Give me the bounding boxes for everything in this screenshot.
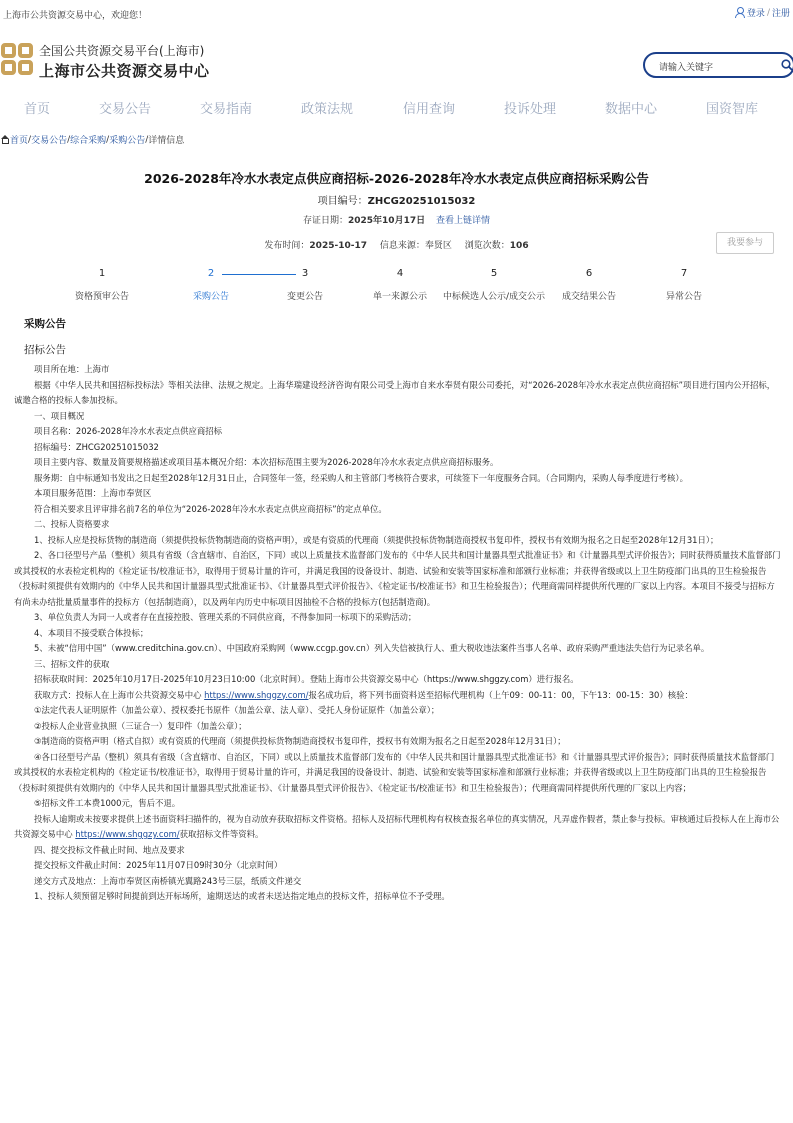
paragraph: ①法定代表人证明原件（加盖公章）、授权委托书原件（加盖公章、法人章）、受托人身份证原件（加盖公章）； bbox=[34, 705, 440, 715]
paragraph: 四、提交投标文件截止时间、地点及要求 bbox=[34, 844, 185, 855]
evidence-date bbox=[0, 213, 793, 226]
step-label: 异常公告 bbox=[665, 292, 702, 302]
logo-title-platform: 全国公共资源交易平台(上海市) bbox=[39, 44, 205, 58]
published-label: 发布时间： bbox=[264, 241, 310, 251]
views-label: 浏览次数： bbox=[464, 241, 510, 251]
paragraph: 招标获取时间：2025年10月17日-2025年10月23日10:00（北京时间）。登陆上海市公共资源交易中心（https://www.shggzy.com）进行报名。 bbox=[34, 674, 579, 684]
breadcrumb-separator: / bbox=[28, 134, 32, 145]
notice-steps bbox=[0, 268, 793, 318]
notice-body bbox=[14, 362, 782, 905]
project-number-value: ZHCG20251015032 bbox=[367, 196, 476, 207]
shggzy-link[interactable]: https://www.shggzy.com/ bbox=[75, 829, 180, 839]
breadcrumb-procurement[interactable]: 综合采购 bbox=[70, 136, 107, 146]
top-bar bbox=[0, 0, 793, 26]
paragraph: ④各口径型号产品（整机）须具有省级（含直辖市、自治区，下同）或以上质量技术监督部门发布的《中华人民共和国计量器具型式批准证书》和《计量器具型式评价报告》；同时获得质量技术监督部门或其授权的水表检定机构的《检定证书/校准证书》，取得用于贸易计量的许可，并满足我国的设备设计、制造、试验和安装等国家标准和部颁行业标准；并获得省级或以上卫生防疫部门出具的卫生检验报告（投标时须提供有效期内的《中华人民共和国计量器具型式批准证书》、《计量器具型式评价报告》、《检定证书/校准证书》和卫生检验报告）；代理商需同样提供所代理的厂家以上内容； bbox=[14, 751, 775, 793]
login-link[interactable]: 登录 bbox=[746, 9, 765, 19]
breadcrumb-detail: 详情信息 bbox=[148, 136, 185, 146]
paragraph: 根据《中华人民共和国招标投标法》等相关法律、法规之规定。上海华瑞建设经济咨询有限公司受上海市自来水奉贤有限公司委托，对“2026-2028年冷水水表定点供应商招标”项目进行国内公开招标，诚邀合格的投标人参加投标。 bbox=[14, 379, 776, 405]
search-icon[interactable] bbox=[781, 59, 793, 71]
step-label: 单一来源公示 bbox=[372, 292, 427, 302]
paragraph: 三、招标文件的获取 bbox=[34, 658, 110, 669]
paragraph: 符合相关要求且评审排名前7名的单位为“2026-2028年冷水水表定点供应商招标”的定点单位。 bbox=[34, 503, 387, 514]
step-label: 成交结果公告 bbox=[561, 292, 616, 302]
evidence-date-value: 2025年10月17日 bbox=[348, 216, 426, 226]
section-heading: 采购公告 bbox=[24, 318, 66, 330]
step-number: 7 bbox=[680, 268, 688, 279]
text: 获取方式：投标人在上海市公共资源交易中心 bbox=[34, 689, 205, 700]
step-result-notice[interactable] bbox=[534, 268, 644, 304]
paragraph: 招标编号：ZHCG20251015032 bbox=[34, 441, 159, 452]
site-header bbox=[0, 36, 793, 86]
paragraph: 1、投标人应是投标货物的制造商（须提供投标货物制造商的资格声明），或是有资质的代理商（须提供投标货物制造商授权书复印件，授权书有效期为报名之日起至2028年12月31日）； bbox=[34, 534, 719, 545]
text: 获取招标文件等资料。 bbox=[179, 829, 264, 839]
paragraph: 二、投标人资格要求 bbox=[34, 519, 110, 529]
step-prequalification[interactable] bbox=[47, 268, 157, 304]
nav-item-data-center[interactable]: 数据中心 bbox=[605, 102, 658, 117]
nav-item-credit[interactable]: 信用查询 bbox=[403, 102, 456, 117]
step-label: 采购公告 bbox=[192, 292, 229, 302]
paragraph: ⑤招标文件工本费1000元，售后不退。 bbox=[34, 798, 181, 808]
notice-meta bbox=[0, 238, 793, 251]
shggzy-link[interactable]: https://www.shggzy.com/ bbox=[204, 689, 309, 700]
step-number: 1 bbox=[98, 268, 106, 279]
nav-item-trade-guide[interactable]: 交易指南 bbox=[200, 102, 253, 117]
notice-title: 2026-2028年冷水水表定点供应商招标-2026-2028年冷水水表定点供应商招标采购公告 bbox=[144, 171, 649, 186]
paragraph: 1、投标人须预留足够时间提前到达开标场所，逾期送达的或者未送达指定地点的投标文件，招标单位不予受理。 bbox=[34, 891, 450, 901]
project-number bbox=[0, 192, 793, 207]
step-label: 变更公告 bbox=[286, 292, 323, 302]
paragraph: 3、单位负责人为同一人或者存在直接控股、管理关系的不同供应商，不得参加同一标项下的采购活动； bbox=[34, 612, 417, 622]
paragraph: 服务期：自中标通知书发出之日起至2028年12月31日止，合同签年一签，经采购人和主管部门考核符合要求，可续签下一年度服务合同。（合同期内，采购人每季度进行考核）。 bbox=[34, 472, 688, 483]
breadcrumb-purchase-notice[interactable]: 采购公告 bbox=[109, 136, 146, 146]
text: 投标人逾期或未按要求提供上述书面资料扫描件的，视为自动放弃获取招标文件资格。招标人及招标代理机构有权核查报名单位的真实情况，凡弄虚作假者，禁止参与投标。审核通过后投标人在上海市公共资源交易中心 bbox=[14, 813, 780, 839]
logo-title-center: 上海市公共资源交易中心 bbox=[39, 62, 210, 80]
user-link-separator: / bbox=[766, 7, 770, 18]
paragraph: 递交方式及地点：上海市奉贤区南桥镇光翼路243号三层，纸质文件递交 bbox=[34, 875, 302, 886]
paragraph: ③制造商的资格声明（格式自拟）或有资质的代理商（须提供投标货物制造商授权书复印件，授权书有效期为报名之日起至2028年12月31日）； bbox=[34, 736, 566, 746]
user-icon bbox=[735, 7, 745, 18]
breadcrumb-trade-notice[interactable]: 交易公告 bbox=[31, 136, 68, 146]
step-number: 5 bbox=[490, 268, 498, 279]
chain-detail-link[interactable]: 查看上链详情 bbox=[435, 216, 490, 226]
paragraph: ②投标人企业营业执照（三证合一）复印件（加盖公章）； bbox=[34, 720, 247, 731]
breadcrumb-separator: / bbox=[67, 134, 71, 145]
breadcrumb-separator: / bbox=[145, 134, 149, 145]
step-number: 2 bbox=[207, 268, 215, 279]
paragraph: 4、本项目不接受联合体投标； bbox=[34, 627, 149, 638]
text: 报名成功后，将下列书面资料送至招标代理机构（上午09：00-11：00，下午13：00-15：30）核验： bbox=[308, 689, 693, 700]
paragraph: 项目主要内容、数量及简要规格描述或项目基本概况介绍：本次招标范围主要为2026-2028年冷水水表定点供应商招标服务。 bbox=[34, 457, 499, 467]
step-label: 资格预审公告 bbox=[74, 292, 129, 302]
join-button[interactable]: 我要参与 bbox=[716, 232, 774, 254]
paragraph: 本项目服务范围：上海市奉贤区 bbox=[34, 488, 152, 498]
step-exception-notice[interactable] bbox=[629, 268, 739, 304]
paragraph: 提交投标文件截止时间：2025年11月07日09时30分（北京时间） bbox=[34, 860, 283, 870]
paragraph: 项目名称：2026-2028年冷水水表定点供应商招标 bbox=[34, 426, 223, 436]
views-value: 106 bbox=[509, 241, 529, 251]
step-number: 3 bbox=[301, 268, 309, 279]
register-link[interactable]: 注册 bbox=[771, 9, 790, 19]
search-input[interactable]: 请输入关键字 bbox=[659, 63, 714, 73]
breadcrumb bbox=[0, 133, 184, 146]
home-icon[interactable] bbox=[0, 135, 9, 144]
nav-item-policy[interactable]: 政策法规 bbox=[301, 102, 354, 117]
user-links bbox=[735, 6, 790, 19]
source-label: 信息来源： bbox=[379, 241, 425, 251]
nav-item-think-tank[interactable]: 国资智库 bbox=[706, 102, 759, 117]
paragraph: 项目所在地：上海市 bbox=[34, 364, 110, 374]
breadcrumb-separator: / bbox=[106, 134, 110, 145]
breadcrumb-home[interactable]: 首页 bbox=[10, 136, 29, 146]
source-value: 奉贤区 bbox=[424, 241, 452, 251]
evidence-date-label: 存证日期： bbox=[302, 216, 348, 226]
paragraph bbox=[14, 688, 782, 704]
main-nav bbox=[0, 88, 793, 124]
paragraph bbox=[14, 812, 782, 843]
section-subheading: 招标公告 bbox=[24, 344, 66, 356]
nav-item-home[interactable]: 首页 bbox=[24, 102, 51, 117]
search-box[interactable] bbox=[643, 52, 793, 78]
step-number: 6 bbox=[585, 268, 593, 279]
paragraph: 5、未被“信用中国”（www.creditchina.gov.cn）、中国政府采购网（www.ccgp.gov.cn）列入失信被执行人、重大税收违法案件当事人名单、政府采购严重违法失信行为记录名单。 bbox=[34, 643, 710, 653]
step-candidate-publicity[interactable] bbox=[439, 268, 549, 304]
logo-icon[interactable] bbox=[0, 42, 34, 76]
nav-item-trade-notice[interactable]: 交易公告 bbox=[99, 102, 152, 117]
step-change-notice[interactable] bbox=[250, 268, 360, 304]
paragraph: 一、项目概况 bbox=[34, 410, 85, 421]
welcome-text: 上海市公共资源交易中心，欢迎您！ bbox=[3, 11, 148, 21]
published-value: 2025-10-17 bbox=[309, 241, 367, 251]
step-label: 中标候选人公示/成交公示 bbox=[442, 292, 546, 302]
project-number-label: 项目编号： bbox=[317, 196, 368, 207]
nav-item-complaint[interactable]: 投诉处理 bbox=[504, 102, 557, 117]
step-number: 4 bbox=[396, 268, 404, 279]
paragraph: 2、各口径型号产品（整机）须具有省级（含直辖市、自治区，下同）或以上质量技术监督部门发布的《中华人民共和国计量器具型式批准证书》和《计量器具型式评价报告》；同时获得质量技术监督部门或其授权的水表检定机构的《检定证书/校准证书》，取得用于贸易计量的许可，并满足我国的设备设计、制造、试验和安装等国家标准和部颁行业标准；并获得省级或以上卫生防疫部门出具的卫生检验报告（投标时须提供有效期内的《中华人民共和国计量器具型式批准证书》、《计量器具型式评价报告》、《检定证书/校准证书》和卫生检验报告）；代理商需同样提供所代理的厂家以上内容。本项目不接受与招标方有尚未办结批量质量事件的投标方（包括制造商），以及两年内历史中标项目因抽检不合格的投标方(包括制造商)。 bbox=[14, 550, 781, 607]
